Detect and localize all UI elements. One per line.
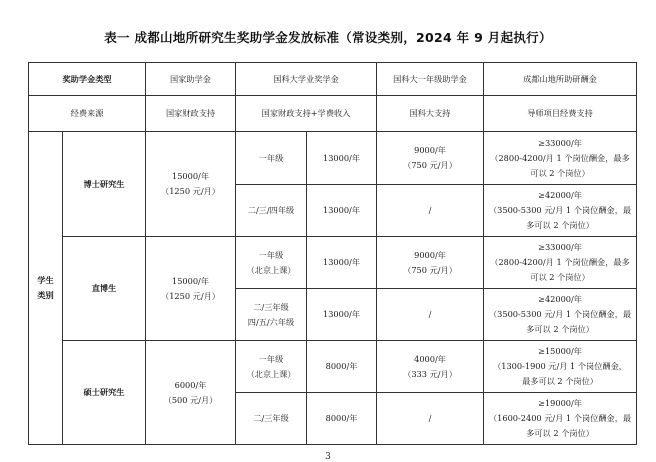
direct-phd-scholarship-2: 13000/年 (307, 289, 377, 341)
amount-note: 多可以 2 个岗位） (526, 324, 594, 334)
phd-first-year-1 (377, 132, 484, 185)
page-number: 3 (325, 452, 331, 462)
direct-phd-national-grant (146, 237, 236, 341)
amount-note: （3500-5300 元/月 1 个岗位酬金，最 (488, 309, 632, 319)
master-assistantship-2 (484, 393, 637, 445)
amount: ≥15000/年 (538, 346, 582, 356)
phd-grade-1: 一年级 (236, 132, 307, 185)
amount-note: （1250 元/月） (161, 186, 220, 196)
table-row (29, 132, 637, 185)
student-category-label (29, 132, 63, 445)
amount: ≥19000/年 (538, 398, 582, 408)
direct-phd-grade-1 (236, 237, 307, 289)
phd-assistantship-1 (484, 132, 637, 185)
direct-phd-first-year-2: / (377, 289, 484, 341)
master-assistantship-1 (484, 341, 637, 393)
amount-note: （2800-4200/月 1 个岗位酬金，最多 (490, 152, 630, 163)
funding-row (29, 96, 637, 132)
amount: 9000/年 (414, 145, 446, 155)
header-type: 奖助学金类型 (29, 63, 146, 96)
amount-note: 可以 2 个岗位） (530, 167, 590, 178)
funding-imhe-assistantship: 导师项目经费支持 (484, 96, 637, 132)
header-ucas-first-year: 国科大一年级助学金 (377, 63, 484, 96)
amount-note: （333 元/月） (403, 368, 457, 379)
category-phd: 博士研究生 (63, 132, 146, 237)
amount-note: （3500-5300 元/月 1 个岗位酬金，最 (488, 205, 632, 215)
amount-note: 多可以 2 个岗位） (526, 428, 594, 438)
table-row (29, 237, 637, 289)
phd-scholarship-2: 13000/年 (307, 185, 377, 237)
funding-ucas-scholarship: 国家财政支持+学费收入 (236, 96, 377, 132)
scholarship-table (28, 62, 637, 445)
phd-first-year-2: / (377, 185, 484, 237)
direct-phd-scholarship-1: 13000/年 (307, 237, 377, 289)
student-category-line: 学生 (37, 275, 54, 285)
amount: 4000/年 (414, 353, 446, 364)
amount: 9000/年 (414, 249, 446, 260)
amount: ≥33000/年 (538, 242, 582, 252)
direct-phd-first-year-1 (377, 237, 484, 289)
category-master: 硕士研究生 (63, 341, 146, 445)
amount-note: 多可以 2 个岗位） (526, 220, 594, 230)
amount: ≥42000/年 (538, 294, 582, 304)
table-row (29, 341, 637, 393)
amount: ≥33000/年 (538, 137, 582, 148)
phd-scholarship-1: 13000/年 (307, 132, 377, 185)
header-row (29, 63, 637, 96)
master-scholarship-1: 8000/年 (307, 341, 377, 393)
grade-line: 二/三年级 (253, 301, 289, 312)
amount: 15000/年 (172, 275, 210, 286)
amount: ≥42000/年 (538, 190, 582, 200)
grade-line: 一年级 (258, 249, 284, 260)
phd-assistantship-2 (484, 185, 637, 237)
funding-ucas-first-year: 国科大支持 (377, 96, 484, 132)
amount-note: （1600-2400 元/月 1 个岗位酬金，最 (488, 413, 632, 423)
master-scholarship-2: 8000/年 (307, 393, 377, 445)
grade-line: （北京上课） (246, 264, 296, 275)
master-grade-1 (236, 341, 307, 393)
header-imhe-assistantship: 成都山地所助研酬金 (484, 63, 637, 96)
table-title: 表一 成都山地所研究生奖助学金发放标准（常设类别，2024 年 9 月起执行） (104, 30, 552, 45)
category-direct-phd: 直博生 (63, 237, 146, 341)
header-national-grant: 国家助学金 (146, 63, 236, 96)
amount-note: （2800-4200/月 1 个岗位酬金，最多 (490, 257, 630, 267)
phd-national-grant (146, 132, 236, 237)
amount-note: （500 元/月） (163, 394, 218, 405)
direct-phd-assistantship-1 (484, 237, 637, 289)
amount-note: 可以 2 个岗位） (530, 272, 590, 282)
direct-phd-assistantship-2 (484, 289, 637, 341)
funding-label: 经费来源 (29, 96, 146, 132)
amount-note: 最多可以 2 个岗位） (522, 376, 598, 386)
header-ucas-scholarship: 国科大学业奖学金 (236, 63, 377, 96)
amount-note: （750 元/月） (403, 264, 457, 275)
amount-note: （750 元/月） (403, 160, 457, 170)
master-national-grant (146, 341, 236, 445)
master-first-year-1 (377, 341, 484, 393)
grade-line: 四/五/六年级 (247, 316, 295, 327)
grade-line: 一年级 (258, 353, 284, 364)
amount: 15000/年 (172, 171, 210, 181)
amount-note: （1300-1900 元/月 1 个岗位酬金， (493, 361, 627, 371)
amount-note: （1250 元/月） (161, 290, 220, 301)
direct-phd-grade-2 (236, 289, 307, 341)
student-category-line: 类别 (37, 290, 54, 300)
amount: 6000/年 (174, 379, 207, 390)
phd-grade-2: 二/三/四年级 (236, 185, 307, 237)
funding-national-grant: 国家财政支持 (146, 96, 236, 132)
master-first-year-2: / (377, 393, 484, 445)
grade-line: （北京上课） (246, 368, 296, 379)
master-grade-2: 二/三年级 (236, 393, 307, 445)
